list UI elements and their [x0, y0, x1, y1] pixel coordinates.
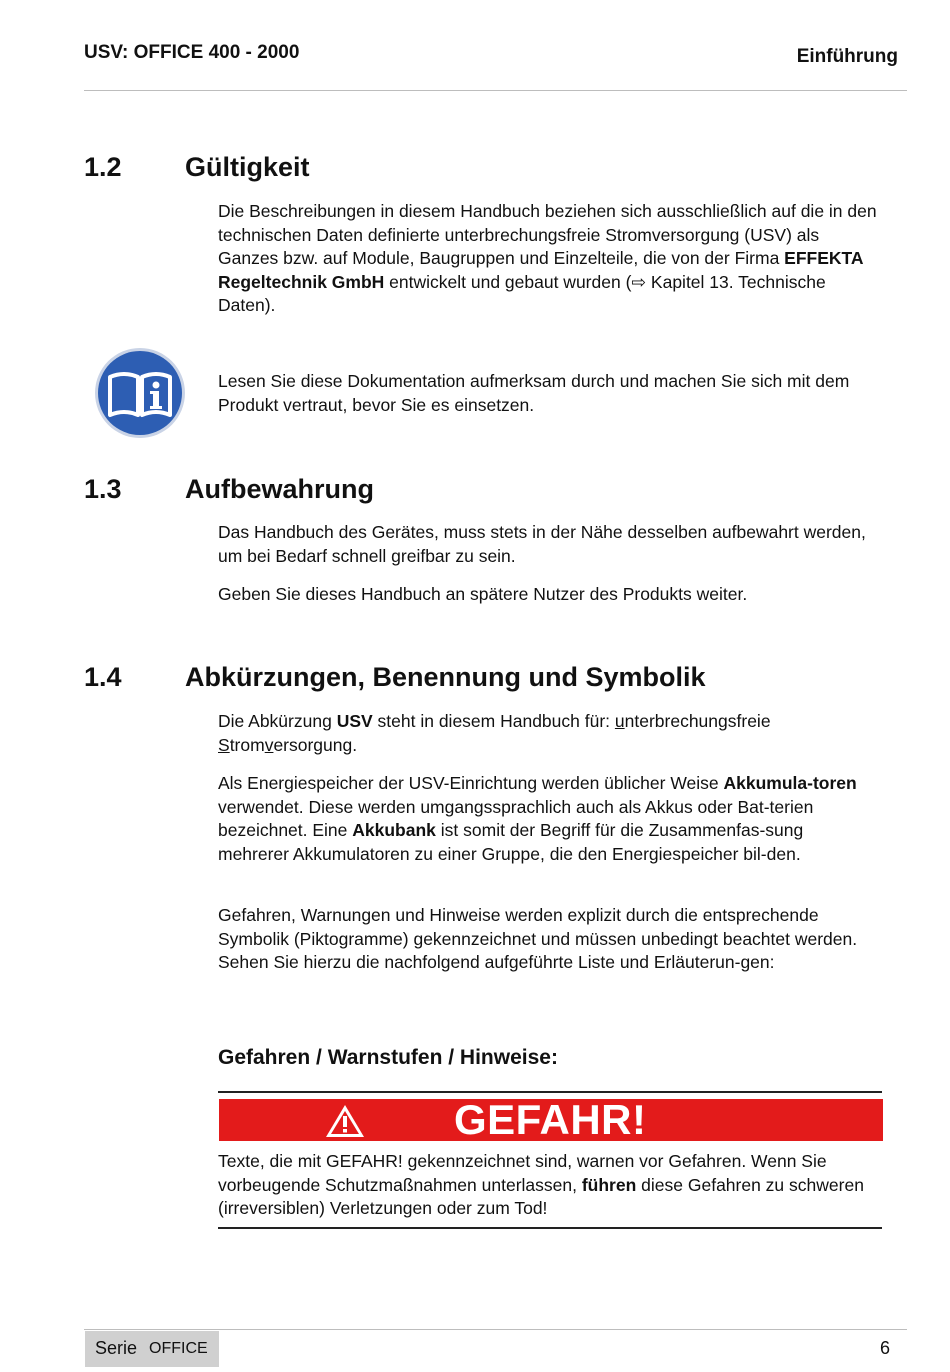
page-number: 6: [879, 1338, 890, 1358]
section-title-gueltigkeit: Gültigkeit: [185, 152, 310, 182]
paragraph-aufbewahrung-2: Geben Sie dieses Handbuch an spätere Nutzer des Produkts weiter.: [218, 584, 748, 604]
paragraph-symbolik: Gefahren, Warnungen und Hinweise werden explizit durch die entsprechende Symbolik (Piktogramme) gekennzeichnet und müssen unbedingt beachtet werden. Sehen Sie hierzu die nachfolgend aufgeführte Liste und Erläuterun-gen:: [218, 905, 858, 973]
section-number-1-4: 1.4: [84, 662, 122, 692]
danger-description: Texte, die mit GEFAHR! gekennzeichnet sind, warnen vor Gefahren. Wenn Sie vorbeugende Schutzmaßnahmen unterlassen, führen diese Gefahren zu schweren (irreversiblen) Verletzungen oder zum Tod!: [218, 1151, 864, 1219]
section-number-1-2: 1.2: [84, 152, 122, 182]
section-number-1-3: 1.3: [84, 474, 122, 504]
paragraph-aufbewahrung-1: Das Handbuch des Gerätes, muss stets in der Nähe desselben aufbewahrt werden, um bei Bedarf schnell greifbar zu sein.: [218, 522, 866, 566]
section-title-abkuerzungen: Abkürzungen, Benennung und Symbolik: [185, 662, 706, 692]
header-chapter-title: Einführung: [796, 46, 898, 67]
footer-series-label: Serie OFFICE: [85, 1331, 219, 1367]
paragraph-energiespeicher: Als Energiespeicher der USV-Einrichtung werden üblicher Weise Akkumula-toren verwendet. Diese werden umgangssprachlich auch als Akkus oder Bat-terien bezeichnet. Eine Akkubank ist somit der Begriff für die Zusammenfas-sung mehrerer Akkumulatoren zu einer Gruppe, die den Energiespeicher bil-den.: [218, 773, 857, 864]
header-document-title: USV: OFFICE 400 - 2000: [84, 42, 300, 63]
section-title-aufbewahrung: Aufbewahrung: [185, 474, 374, 504]
subheading-warnstufen: Gefahren / Warnstufen / Hinweise:: [218, 1046, 558, 1069]
paragraph-gueltigkeit: Die Beschreibungen in diesem Handbuch beziehen sich ausschließlich auf die in den technischen Daten definierte unterbrechungsfreie Stromversorgung (USV) als Ganzes bzw. auf Module, Baugruppen und Einzelteile, die von der Firma EFFEKTA Regeltechnik GmbH entwickelt und gebaut wurden (⇨ Kapitel 13. Technische Daten).: [218, 201, 877, 316]
company-name: EFFEKTA Regeltechnik GmbH: [218, 248, 863, 292]
footer-divider: [84, 1329, 907, 1330]
danger-label: GEFAHR!: [454, 1096, 647, 1143]
danger-box-top-rule: [218, 1091, 882, 1093]
danger-banner: [219, 1096, 883, 1143]
paragraph-abkuerzung-usv: Die Abkürzung USV steht in diesem Handbuch für: unterbrechungsfreie Stromversorgung.: [218, 711, 771, 755]
header-divider: [84, 90, 907, 91]
danger-box-bottom-rule: [218, 1227, 882, 1229]
warning-triangle-icon: [324, 1103, 366, 1139]
info-manual-icon: [94, 347, 186, 439]
arrow-right-icon: ⇨: [631, 271, 647, 292]
info-note-text: Lesen Sie diese Dokumentation aufmerksam durch und machen Sie sich mit dem Produkt vertraut, bevor Sie es einsetzen.: [218, 371, 850, 415]
